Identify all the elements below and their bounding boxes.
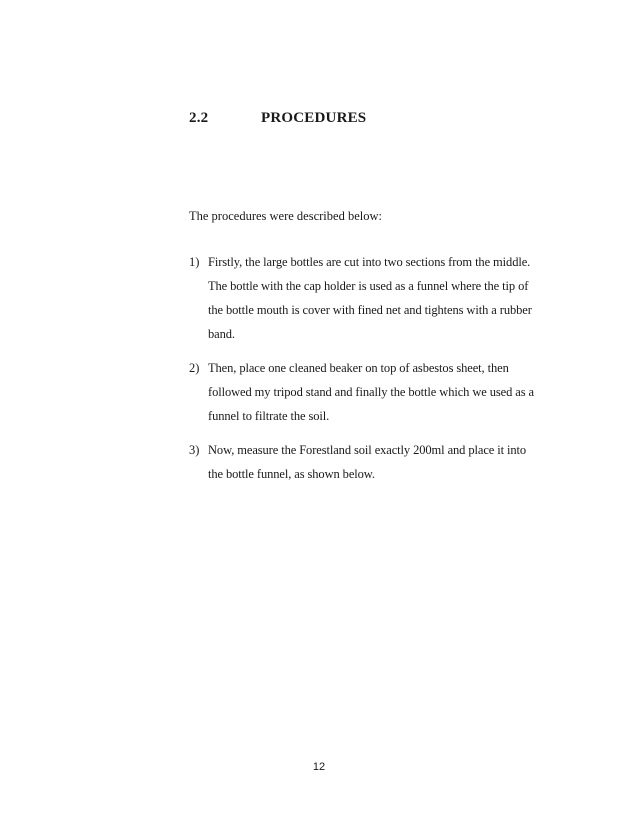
procedure-line: the bottle funnel, as shown below. (208, 467, 375, 481)
procedure-line: Firstly, the large bottles are cut into two sections from the middle. (208, 255, 531, 269)
procedure-item-1 (189, 250, 559, 346)
procedure-line: funnel to filtrate the soil. (208, 409, 330, 423)
procedure-list (189, 250, 559, 496)
procedure-line: Then, place one cleaned beaker on top of asbestos sheet, then (208, 361, 509, 375)
procedure-line: The bottle with the cap holder is used as a funnel where the tip of (208, 279, 529, 293)
section-title: PROCEDURES (261, 110, 367, 126)
procedure-number: 2) (189, 361, 200, 375)
procedure-line: the bottle mouth is cover with fined net and tightens with a rubber (208, 303, 532, 317)
procedure-line: followed my tripod stand and finally the bottle which we used as a (208, 385, 534, 399)
procedure-item-2 (189, 356, 559, 428)
page-number: 12 (312, 761, 326, 773)
procedure-line: band. (208, 327, 235, 341)
procedure-line: Now, measure the Forestland soil exactly 200ml and place it into (208, 443, 527, 457)
procedure-number: 3) (189, 443, 200, 457)
intro-paragraph: The procedures were described below: (189, 209, 382, 223)
section-number: 2.2 (189, 110, 209, 126)
procedure-item-3 (189, 438, 559, 486)
procedure-number: 1) (189, 255, 200, 269)
